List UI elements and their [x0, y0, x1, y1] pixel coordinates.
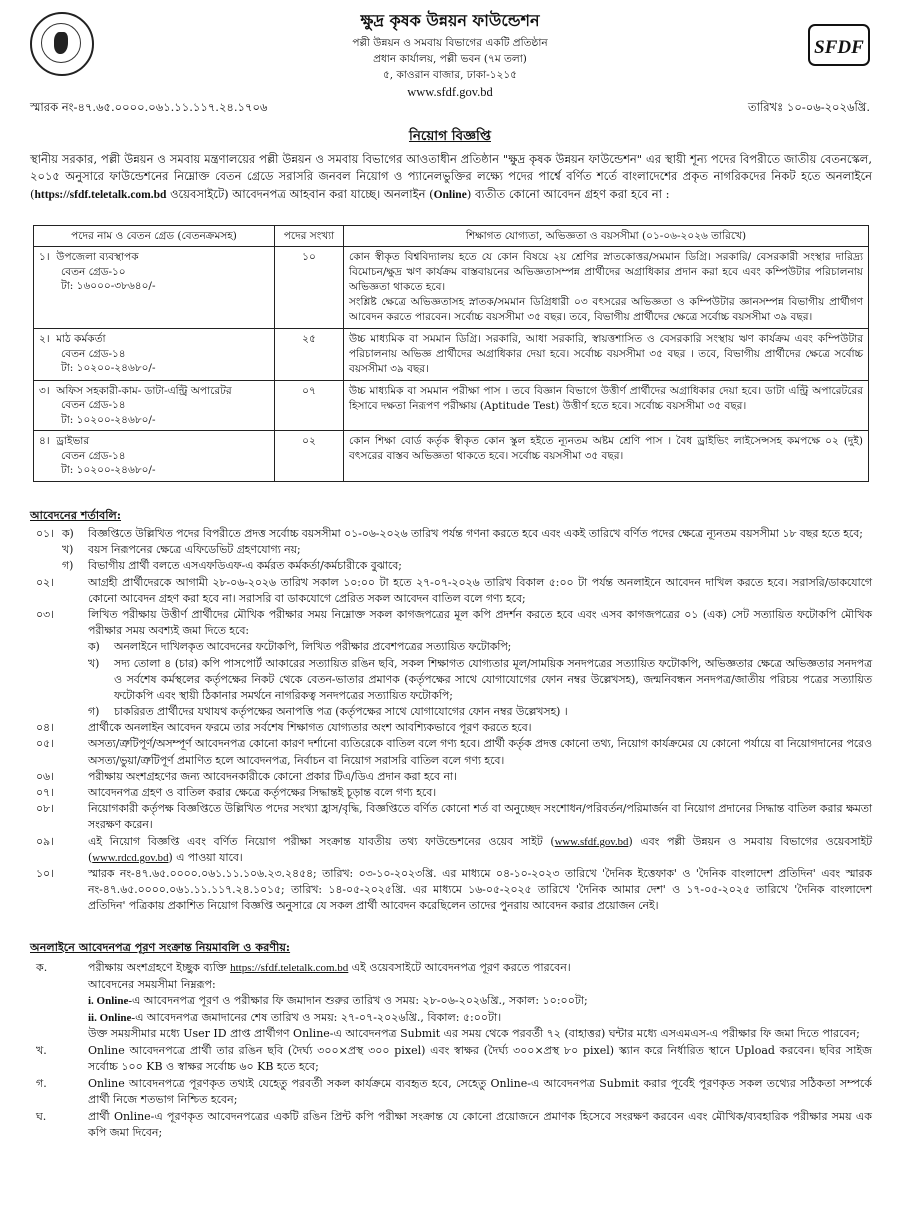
- online-rule-item: [30, 1109, 872, 1142]
- rule-text: এ আবেদনপত্র পূরণ ও পরীক্ষার ফি জমাদান শুরুর তারিখ ও সময়: ২৮-০৬-২০২৬খ্রি., সকাল: ১০:০০টা;: [132, 994, 588, 1007]
- condition-item: [30, 639, 872, 655]
- online-word: Online: [433, 188, 467, 201]
- posts-table: [33, 225, 869, 482]
- condition-text: বিভাগীয় প্রার্থী বলতে এসএফডিএফ-এ কর্মরত কর্মকর্তা/কর্মচারীকে বুঝাবে;: [88, 559, 402, 573]
- condition-number: ০৬।: [36, 769, 54, 783]
- post-cell: [34, 329, 275, 381]
- sub-label: ক): [62, 527, 74, 540]
- qualification-text: উচ্চ মাধ্যমিক বা সমমান ডিগ্রি। সরকারি, আধা সরকারি, স্বায়ত্তশাসিত ও বেসরকারি সংস্থায় ঋণ কার্যক্রম এবং কম্পিউটার পরিচালনায় অভিজ্ঞ প্রার্থীদের অগ্রাধিকার দেয়া হবে। সর্বোচ্চ বয়সসীমা ৩৫ বছর । তবে, বিভাগীয় প্রার্থীদের ক্ষেত্রে সর্বোচ্চ বয়সসীমা ৩৯ বছর।: [349, 333, 863, 375]
- intro-text-3: ) ব্যতীত কোনো আবেদন গ্রহণ করা হবে না :: [466, 186, 670, 201]
- notice-date: তারিখঃ ১০-০৬-২০২৬খ্রি.: [748, 100, 870, 114]
- online-rule-item: [30, 993, 872, 1010]
- online-rule-item: [30, 1076, 872, 1109]
- sub-label: খ): [88, 656, 100, 670]
- post-title: অফিস সহকারী-কাম- ডাটা-এন্ট্রি অপারেটর: [56, 384, 232, 397]
- condition-number: ০১।: [36, 527, 54, 540]
- condition-text: স্মারক নং-৪৭.৬৫.০০০০.০৬১.১১.১০৬.২৩.২৪৫৪; তারিখ: ০৩-১০-২০২৩খ্রি. এর মাধ্যমে ০৪-১০-২০২৩ তারিখে 'দৈনিক ইত্তেফাক' ও 'দৈনিক বাংলাদেশ প্রতিদিন' এবং স্মারক নং-৪৭.৬৫.০০০০.০৬১.১১.১১৭.২৪.১০১৫; তারিখ: ১৪-০৫-২০২৫খ্রি. এর মাধ্যমে ১৬-০৫-২০২৫ তারিখে 'দৈনিক আমার দেশ' ও ১৭-০৫-২০২৫ তারিখে 'দৈনিক বাংলাদেশ প্রতিদিন' পত্রিকায় প্রকাশিত নিয়োগ বিজ্ঞপ্তি অনুসারে যে সকল প্রার্থী আবেদন করেছিলেন তাদের পুনরায় আবেদন করার প্রয়োজন নেই।: [88, 866, 872, 913]
- online-rules: [30, 960, 872, 1142]
- condition-item: [30, 704, 872, 720]
- rule-text: পরীক্ষায় অংশগ্রহণে ইচ্ছুক ব্যক্তি: [88, 961, 231, 974]
- pay-scale: টা: ১০২০০-২৪৬৮০/-: [61, 464, 156, 477]
- qualification-text: কোন শিক্ষা বোর্ড কর্তৃক স্বীকৃত কোন স্কুল হইতে ন্যূনতম অষ্টম শ্রেণি পাস । বৈধ ড্রাইভিং লাইসেন্সসহ কমপক্ষে ০২ (দুই) বৎসরের বাস্তব অভিজ্ঞতা থাকতে হবে। সর্বোচ্চ বয়সসীমা ৩৫ বছর।: [349, 435, 863, 463]
- pay-grade: বেতন গ্রেড-১৪: [61, 449, 126, 462]
- condition-text: বিজ্ঞপ্তিতে উল্লিখিত পদের বিপরীতে প্রদত্ত সর্বোচ্চ বয়সসীমা ০১-০৬-২০২৬ তারিখ পর্যন্ত গণনা করতে হবে এবং একই তারিখে বর্ণিত পদের ক্ষেত্রে ন্যূনতম বয়সসীমা ১৮ বছর হতে হবে;: [88, 527, 863, 540]
- row-serial: ৪।: [39, 435, 50, 448]
- pay-grade: বেতন গ্রেড-১০: [61, 265, 126, 278]
- post-cell: [34, 431, 275, 481]
- condition-text: এই নিয়োগ বিজ্ঞপ্তি এবং বর্ণিত নিয়োগ পরীক্ষা সংক্রান্ত যাবতীয় তথ্য ফাউন্ডেশনের ওয়েব সাইট (: [88, 834, 555, 848]
- intro-text-1: স্থানীয় সরকার, পল্লী উন্নয়ন ও সমবায় মন্ত্রণালয়ের পল্লী উন্নয়ন ও সমবায় বিভাগের আওতাধীন প্রতিষ্ঠান "ক্ষুদ্র কৃষক উন্নয়ন ফাউন্ডেশন" এর স্থায়ী শূন্য পদের বিপরীতে জাতীয় বেতনস্কেল, ২০১৫ অনুসারে ফাউন্ডেশনের নিম্নোক্ত বেতন গ্রেডে সরাসরি জনবল নিয়োগ ও প্যানেলভুক্তির লক্ষ্যে পদের পার্শ্বে বর্ণিত শর্তে বাংলাদেশের প্রকৃত নাগরিকদের নিকট হতে অনলাইনে (: [30, 152, 872, 201]
- qualification-cell: [344, 329, 869, 381]
- post-title: উপজেলা ব্যবস্থাপক: [56, 251, 139, 264]
- condition-item: [30, 801, 872, 833]
- table-row: [34, 329, 869, 381]
- condition-item: [30, 575, 872, 607]
- post-title: ড্রাইভার: [56, 435, 90, 448]
- condition-item: [30, 542, 872, 558]
- col-header-post: পদের নাম ও বেতন গ্রেড (বেতনক্রমসহ): [34, 226, 275, 247]
- row-serial: ১।: [39, 251, 50, 264]
- sub-label: খ): [62, 543, 74, 557]
- condition-item: [30, 607, 872, 639]
- online-rule-item: [30, 1010, 872, 1027]
- pay-scale: টা: ১৬০০০-৩৮৬৪০/-: [61, 280, 156, 293]
- rule-label: ক.: [36, 961, 48, 974]
- org-subtitle: পল্লী উন্নয়ন ও সমবায় বিভাগের একটি প্রতিষ্ঠান: [352, 37, 548, 49]
- online-rule-item: [30, 1026, 872, 1043]
- condition-text: অনলাইনে দাখিলকৃত আবেদনের ফটোকপি, লিখিত পরীক্ষার প্রবেশপত্রের সত্যায়িত ফটোকপি;: [114, 640, 512, 654]
- condition-number: ০৯।: [36, 834, 54, 848]
- condition-number: ০৪।: [36, 721, 54, 735]
- post-count: ০২: [275, 431, 344, 481]
- rule-text: উক্ত সময়সীমার মধ্যে User ID প্রাপ্ত প্রার্থীগণ Online-এ আবেদনপত্র Submit এর সময় থেকে পরবর্তী ৭২ (বাহাত্তর) ঘন্টার মধ্যে এসএমএস-এ পরীক্ষার ফি জমা দিতে পারবেন;: [88, 1027, 860, 1040]
- foundation-website-link[interactable]: www.sfdf.gov.bd: [554, 835, 629, 848]
- post-count: ০৭: [275, 380, 344, 430]
- condition-text: আবেদনপত্র গ্রহণ ও বাতিল করার ক্ষেত্রে কর্তৃপক্ষের সিদ্ধান্তই চূড়ান্ত বলে গণ্য হবে।: [88, 786, 437, 799]
- svg-text:SFDF: SFDF: [814, 37, 864, 58]
- rule-text: আবেদনের সময়সীমা নিম্নরূপ:: [88, 977, 216, 991]
- table-row: [34, 380, 869, 430]
- condition-number: ০৮।: [36, 802, 54, 816]
- street-address: ৫, কাওরান বাজার, ঢাকা-১২১৫: [382, 69, 517, 81]
- online-heading: অনলাইনে আবেদনপত্র পূরণ সংক্রান্ত নিয়মাবলি ও করণীয়:: [30, 940, 291, 954]
- map-icon: [54, 32, 68, 54]
- qualification-text: কোন স্বীকৃত বিশ্ববিদ্যালয় হতে যে কোন বিষয়ে ২য় শ্রেণির স্নাতকোত্তর/সমমান ডিগ্রি। সরকারি/ বেসরকারী সংস্থার দারিদ্র্য বিমোচন/ক্ষুদ্র ঋণ কার্যক্রম বাস্তবায়নের অভিজ্ঞতাসম্পন্ন প্রার্থীদের অগ্রাধিকার প্রদান করা হবে এবং কম্পিউটার পরিচালনায় অভিজ্ঞতা থাকতে হবে।: [349, 251, 863, 294]
- table-header-row: [34, 226, 869, 247]
- condition-text: সদ্য তোলা ৪ (চার) কপি পাসপোর্ট আকারের সত্যায়িত রঙিন ছবি, সকল শিক্ষাগত যোগ্যতার মূল/সাময়িক সনদপত্রের সত্যায়িত ফটোকপি, অভিজ্ঞতার ক্ষেত্রে অভিজ্ঞতার সনদপত্র ও সর্বশেষ কর্মস্থলের কর্তৃপক্ষের নিকট থেকে বেতন-ভাতার প্রমাণক (কর্তৃপক্ষের সাথে যোগাযোগের ফোন নম্বর উল্লেখসহ), জন্মনিবন্ধন সনদপত্র/জাতীয় পরিচয় পত্রের সত্যায়িত ফটোকপি এবং স্থায়ী ঠিকানার সমর্থনে নাগরিকত্ব সনদপত্রের সত্যায়িত ফটোকপি;: [114, 656, 872, 702]
- qualification-cell: [344, 380, 869, 430]
- row-serial: ৩।: [39, 384, 50, 397]
- condition-number: ১০।: [36, 866, 54, 880]
- qualification-text: উচ্চ মাধ্যমিক বা সমমান পরীক্ষা পাস । তবে বিজ্ঞান বিভাগে উত্তীর্ণ প্রার্থীদের অগ্রাধিকার দেয়া হবে। ডাটা এন্ট্রি অপারেটরের হিসাবে দক্ষতা নিরূপণ পরীক্ষায় (Aptitude Test) উত্তীর্ণ হতে হবে। সর্বোচ্চ বয়সসীমা ৩৫ বছর।: [349, 384, 863, 412]
- table-row: [34, 431, 869, 481]
- govt-logo: [30, 12, 94, 76]
- rule-text: এ আবেদনপত্র জমাদানের শেষ তারিখ ও সময়: ২৭-০৭-২০২৬খ্রি., বিকাল: ৫:০০টা।: [135, 1010, 502, 1024]
- online-rule-item: [30, 977, 872, 994]
- pay-scale: টা: ১০২০০-২৪৬৮০/-: [61, 413, 156, 426]
- row-serial: ২।: [39, 333, 50, 346]
- conditions-heading: আবেদনের শর্তাবলি:: [30, 508, 122, 522]
- post-count: ২৫: [275, 329, 344, 381]
- condition-item: [30, 785, 872, 801]
- condition-text: প্রার্থীকে অনলাইন আবেদন ফরমে তার সর্বশেষ শিক্ষাগত যোগ্যতার অংশ আবশ্যিকভাবে পূরণ করতে হবে।: [88, 721, 532, 735]
- condition-item: [30, 558, 872, 574]
- condition-text: ) এ পাওয়া যাবে।: [168, 850, 243, 864]
- rule-label: গ.: [36, 1076, 47, 1090]
- post-name: [39, 332, 269, 346]
- post-count: ১০: [275, 247, 344, 329]
- online-rule-item: [30, 1043, 872, 1076]
- website-text: www.sfdf.gov.bd: [407, 85, 493, 99]
- post-cell: [34, 247, 275, 329]
- condition-number: ০৩।: [36, 607, 54, 621]
- table-row: [34, 247, 869, 329]
- sub-label: গ): [88, 705, 100, 719]
- rule-text: এই ওয়েবসাইটে আবেদনপত্র পূরণ করতে পারবেন।: [348, 961, 571, 974]
- rule-label: খ.: [36, 1043, 47, 1057]
- condition-item: [30, 736, 872, 768]
- online-rule-item: [30, 960, 872, 977]
- condition-item: [30, 769, 872, 785]
- condition-text: নিয়োগকারী কর্তৃপক্ষ বিজ্ঞপ্তিতে উল্লিখিত পদের সংখ্যা হ্রাস/বৃদ্ধি, বিজ্ঞপ্তিতে বর্ণিত কোনো শর্ত বা অনুচ্ছেদ সংশোধন/পরিবর্তন/পরিমার্জন বা নিয়োগ প্রদানের সিদ্ধান্ত বাতিল করার ক্ষমতা সংরক্ষণ করেন।: [88, 802, 872, 832]
- conditions-list: [30, 526, 872, 915]
- qualification-text-2: সংশ্লিষ্ট ক্ষেত্রে অভিজ্ঞতাসহ স্নাতক/সমমান ডিগ্রিধারী ০৩ বৎসরের অভিজ্ঞতা ও কম্পিউটার জ্ঞানসম্পন্ন বিভাগীয় প্রার্থীগণ আবেদন করতে পারবেন। সর্বোচ্চ বয়সসীমা ৩৫ বছর। তবে, বিভাগীয় প্রার্থীদের ক্ষেত্রে সর্বোচ্চ বয়সসীমা ৩৯ বছর।: [349, 296, 863, 324]
- condition-text: অসত্য/ত্রুটিপূর্ণ/অসম্পূর্ণ আবেদনপত্র কোনো কারণ দর্শানো ব্যতিরেকে বাতিল বলে গণ্য হবে। প্রার্থী কর্তৃক প্রদত্ত কোনো তথ্য, নিয়োগ কার্যক্রমের যে কোনো পর্যায়ে বা নিয়োগদানের পরেও অসত্য/ভুয়া/ত্রুটিপূর্ণ প্রমাণিত হলে আবেদনপত্র, নির্বাচন বা নিয়োগ সরাসরি বাতিল বলে গণ্য হবে।: [88, 737, 872, 767]
- condition-text: আগ্রহী প্রার্থীদেরকে আগামী ২৮-০৬-২০২৬ তারিখ সকাল ১০:০০ টা হতে ২৭-০৭-২০২৬ তারিখ বিকাল ৫:০০ টা পর্যন্ত অনলাইনে আবেদন দাখিল করতে হবে। সরাসরি/ডাকযোগে কোনো আবেদন গ্রহণ করা হবে না। সরাসরি বা ডাকযোগে প্রেরিত সকল আবেদন বাতিল বলে গণ্য হবে;: [88, 575, 872, 605]
- condition-text: লিখিত পরীক্ষায় উত্তীর্ণ প্রার্থীদের মৌখিক পরীক্ষার সময় নিম্নোক্ত সকল কাগজপত্রের মূল কপি প্রদর্শন করতে হবে এবং এসব কাগজপত্রের ০১ (এক) সেট সত্যায়িত ফটোকপি মৌখিক পরীক্ষার সময় অবশ্যই জমা দিতে হবে:: [88, 607, 872, 638]
- col-header-count: পদের সংখ্যা: [275, 226, 344, 247]
- condition-item: [30, 656, 872, 705]
- rule-text: Online আবেদনপত্রে প্রার্থী তার রঙিন ছবি (দৈর্ঘ্য ৩০০×প্রস্থ ৩০০ pixel) এবং স্বাক্ষর (দৈর্ঘ্য ৩০০×প্রস্থ ৮০ pixel) স্ক্যান করে নির্ধারিত স্থানে Upload করবেন। ছবির সাইজ সর্বোচ্চ ১০০ KB ও স্বাক্ষর সর্বোচ্চ ৬০ KB হতে হবে;: [88, 1043, 872, 1073]
- qualification-cell: [344, 431, 869, 481]
- pay-grade: বেতন গ্রেড-১৪: [61, 399, 126, 412]
- rule-label: ঘ.: [36, 1109, 47, 1123]
- intro-text-2: ওয়েবসাইটে) আবেদনপত্র আহবান করা যাচ্ছে। অনলাইন (: [166, 186, 434, 201]
- condition-number: ০২।: [36, 575, 54, 589]
- condition-number: ০৭।: [36, 786, 54, 799]
- page-title: নিয়োগ বিজ্ঞপ্তি: [408, 128, 491, 144]
- pay-scale: টা: ১০২০০-২৪৬৮০/-: [61, 361, 156, 374]
- rdcd-website-link[interactable]: www.rdcd.gov.bd: [92, 851, 169, 864]
- col-header-qualification: শিক্ষাগত যোগ্যতা, অভিজ্ঞতা ও বয়সসীমা (০১-০৬-২০২৬ তারিখে): [344, 226, 869, 247]
- rule-lead: ii. Online-: [88, 1011, 136, 1024]
- application-url[interactable]: https://sfdf.teletalk.com.bd: [34, 188, 167, 201]
- condition-item: [30, 720, 872, 736]
- sub-label: গ): [62, 559, 74, 573]
- sub-label: ক): [88, 640, 100, 654]
- post-title: মাঠ কর্মকর্তা: [56, 333, 106, 346]
- post-cell: [34, 380, 275, 430]
- rule-text: Online আবেদনপত্রে পূরণকৃত তথ্যই যেহেতু পরবর্তী সকল কার্যক্রমে ব্যবহৃত হবে, সেহেতু Online-এ আবেদনপত্র Submit করার পূর্বেই পূরণকৃত সকল তথ্যের সঠিকতা সম্পর্কে প্রার্থী নিজে শতভাগ নিশ্চিত হবেন;: [88, 1076, 872, 1106]
- post-name: [39, 250, 269, 264]
- condition-text: বয়স নিরূপনের ক্ষেত্রে এফিডেভিট গ্রহণযোগ্য নয়;: [88, 543, 301, 557]
- rule-lead: i. Online-: [88, 995, 133, 1007]
- pay-grade: বেতন গ্রেড-১৪: [61, 347, 126, 360]
- condition-item: [30, 866, 872, 915]
- post-name: [39, 434, 269, 448]
- condition-text: পরীক্ষায় অংশগ্রহণের জন্য আবেদনকারীকে কোনো প্রকার টিএ/ডিএ প্রদান করা হবে না।: [88, 769, 457, 783]
- organization-name: ক্ষুদ্র কৃষক উন্নয়ন ফাউন্ডেশন: [360, 11, 540, 30]
- condition-number: ০৫।: [36, 737, 54, 751]
- condition-text: ) এবং পল্লী উন্নয়ন ও সমবায় বিভাগের ওয়েবসাইট (: [88, 834, 873, 864]
- post-name: [39, 384, 269, 398]
- memo-number: স্মারক নং-৪৭.৬৫.০০০০.০৬১.১১.১১৭.২৪.১৭০৬: [30, 100, 268, 114]
- sfdf-logo: [808, 24, 870, 66]
- intro-paragraph: [30, 151, 872, 204]
- rule-text: প্রার্থী Online-এ পূরণকৃত আবেদনপত্রের একটি রঙিন প্রিন্ট কপি পরীক্ষা সংক্রান্ত যে কোনো প্রয়োজনে প্রমাণক হিসেবে সংরক্ষণ করবেন এবং মৌখিক/ব্যবহারিক পরীক্ষার সময় এক কপি জমা দিবেন;: [88, 1109, 872, 1139]
- office-address: প্রধান কার্যালয়, পল্লী ভবন (৭ম তলা): [373, 53, 527, 65]
- qualification-cell: [344, 247, 869, 329]
- condition-item: [30, 834, 872, 866]
- condition-text: চাকরিরত প্রার্থীদের যথাযথ কর্তৃপক্ষের অনাপত্তি পত্র (কর্তৃপক্ষের সাথে যোগাযোগের ফোন নম্বর উল্লেখসহ) ।: [114, 705, 568, 719]
- condition-item: [30, 526, 872, 542]
- teletalk-link[interactable]: https://sfdf.teletalk.com.bd: [230, 962, 349, 974]
